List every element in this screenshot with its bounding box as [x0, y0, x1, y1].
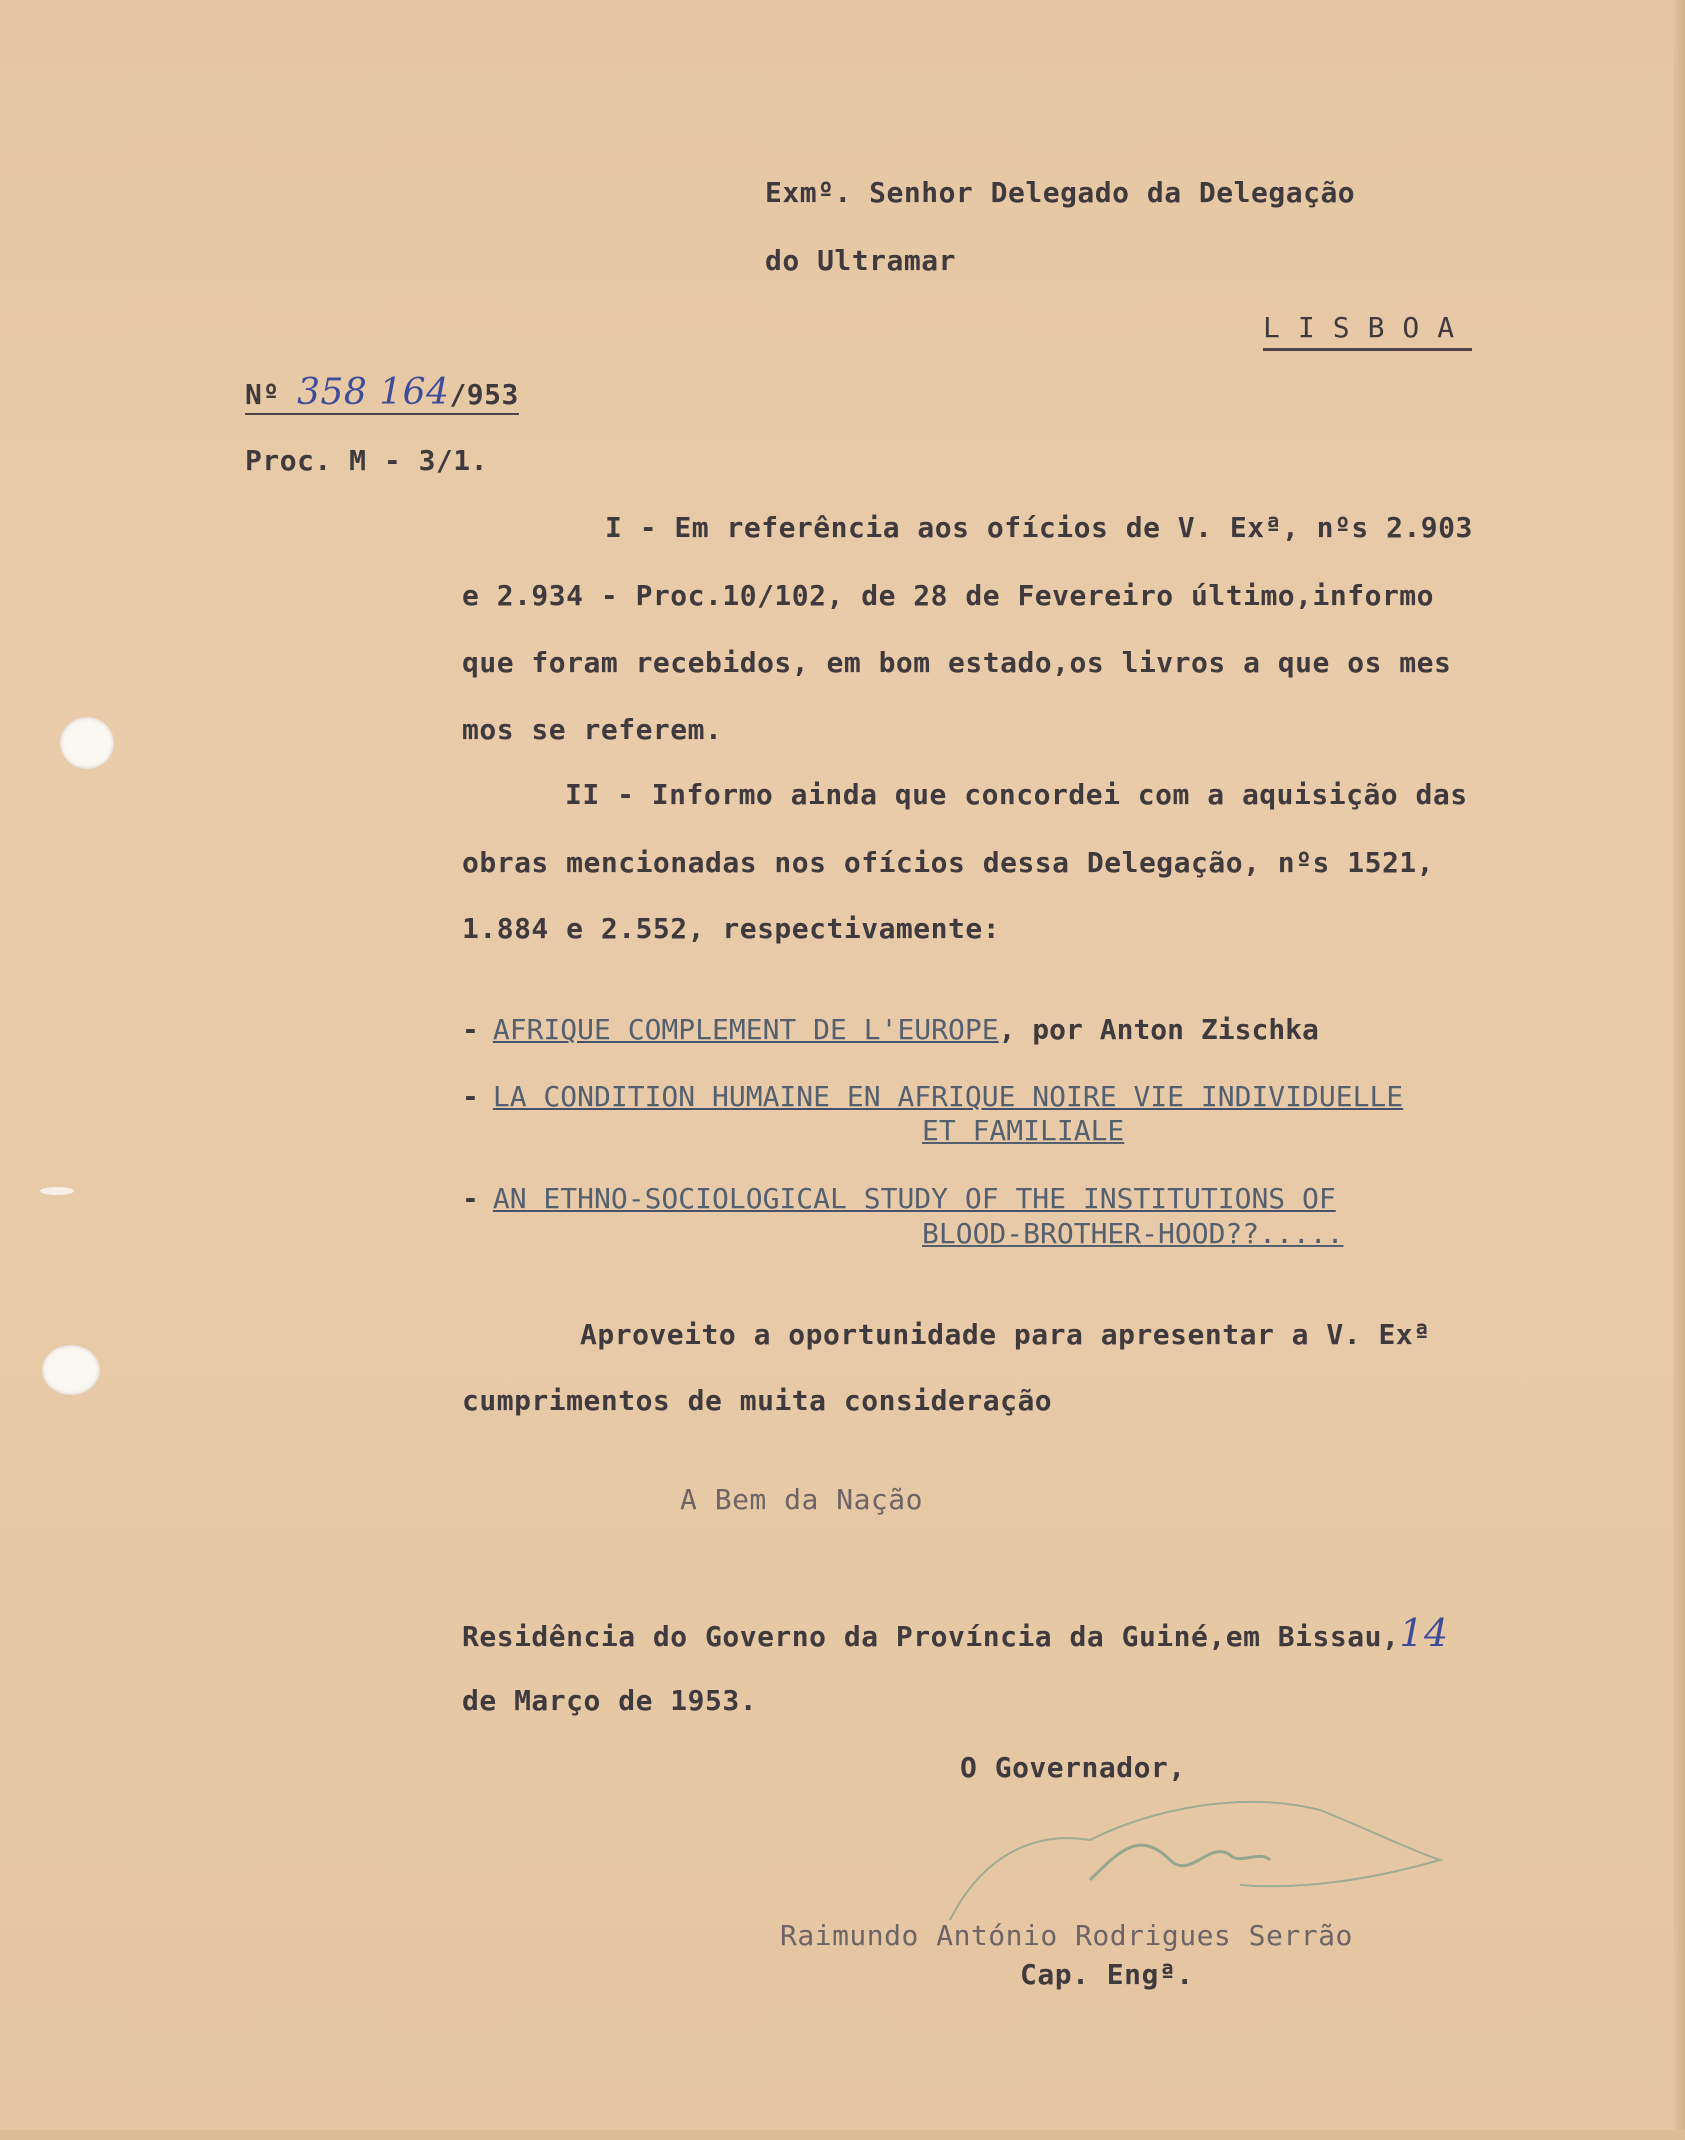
book-title: LA CONDITION HUMAINE EN AFRIQUE NOIRE VIE INDIVIDUELLE [492, 1080, 1404, 1113]
book-item [462, 1080, 1403, 1114]
book-title: AN ETHNO-SOCIOLOGICAL STUDY OF THE INSTITUTIONS OF [492, 1182, 1336, 1215]
punch-hole [42, 1345, 100, 1395]
addressee-city: LISBOA [1263, 310, 1472, 351]
reference-year: /953 [449, 378, 519, 411]
closing-line: Aproveito a oportunidade para apresentar a V. Exª [580, 1318, 1431, 1351]
list-dash: - [462, 1182, 479, 1215]
paper-tear [40, 1187, 74, 1195]
day-handwritten: 14 [1399, 1611, 1449, 1655]
book-author: , por Anton Zischka [998, 1013, 1319, 1046]
book-title-continuation: BLOOD-BROTHER-HOOD??..... [922, 1217, 1344, 1250]
process-reference: Proc. M - 3/1. [245, 444, 489, 477]
punch-hole [60, 717, 114, 769]
body-line: que foram recebidos, em bom estado,os livros a que os mes [462, 646, 1452, 679]
paper-edge-bottom [0, 2130, 1685, 2140]
signatory-role: O Governador, [960, 1751, 1186, 1784]
body-line: 1.884 e 2.552, respectivamente: [462, 912, 1001, 945]
book-item [462, 1013, 1319, 1047]
body-line: obras mencionadas nos ofícios dessa Delegação, nºs 1521, [462, 846, 1435, 879]
reference-prefix: Nº [245, 378, 298, 411]
signatory-name: Raimundo António Rodrigues Serrão [780, 1919, 1353, 1952]
book-title: AFRIQUE COMPLEMENT DE L'EUROPE [492, 1013, 999, 1046]
paper-edge [1673, 0, 1685, 2140]
list-dash: - [462, 1013, 479, 1046]
body-line: e 2.934 - Proc.10/102, de 28 de Fevereiro último,informo [462, 579, 1435, 612]
motto: A Bem da Nação [680, 1483, 924, 1516]
signatory-rank: Cap. Engª. [1020, 1958, 1194, 1991]
book-title-continuation: ET FAMILIALE [922, 1114, 1125, 1147]
addressee-line: Exmº. Senhor Delegado da Delegação [765, 176, 1356, 209]
addressee-line: do Ultramar [765, 244, 956, 277]
body-line: I - Em referência aos ofícios de V. Exª, nºs 2.903 [605, 511, 1473, 544]
place-text: Residência do Governo da Província da Guiné,em Bissau, [462, 1620, 1400, 1653]
book-item [462, 1182, 1336, 1216]
body-line: mos se referem. [462, 713, 723, 746]
reference-handwritten: 358 164 [297, 372, 450, 413]
place-date-line [462, 1611, 1449, 1655]
reference-number [245, 372, 519, 415]
place-date-line: de Março de 1953. [462, 1684, 758, 1717]
list-dash: - [462, 1080, 479, 1113]
body-line: II - Informo ainda que concordei com a aquisição das [565, 778, 1468, 811]
signature-scribble [940, 1770, 1460, 1940]
closing-line: cumprimentos de muita consideração [462, 1384, 1053, 1417]
